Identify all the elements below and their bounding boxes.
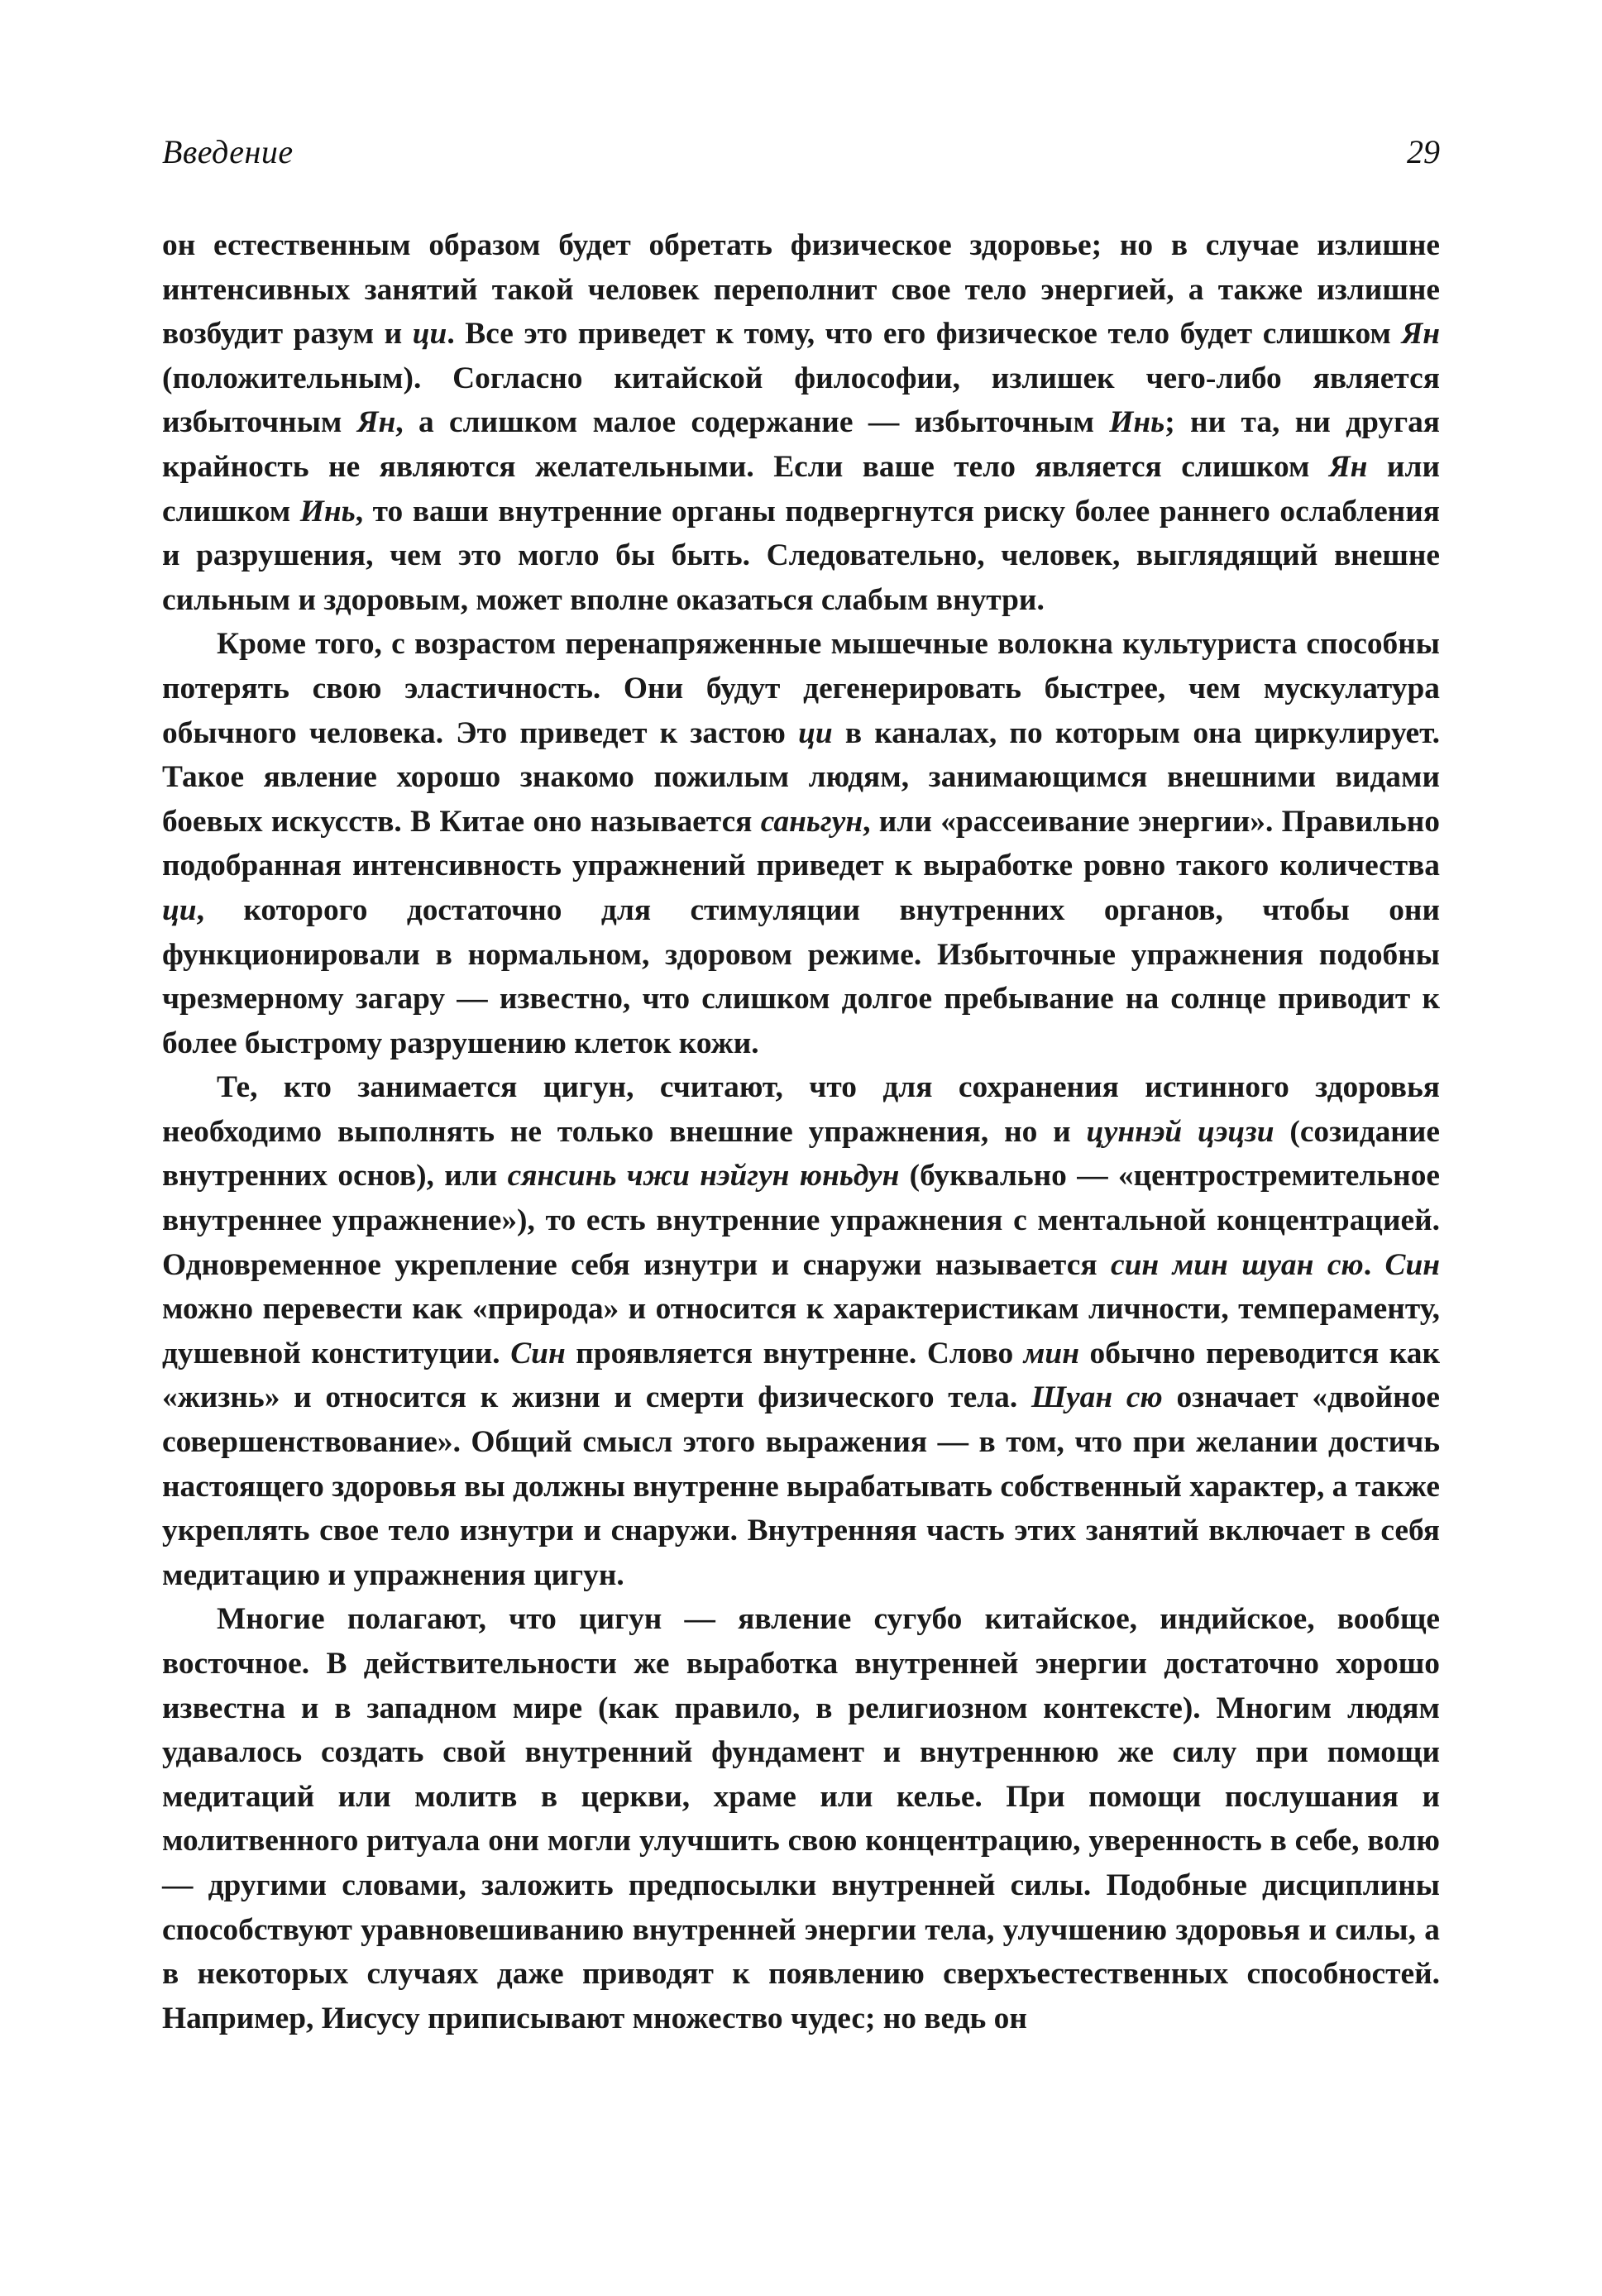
italic-term: ци	[798, 715, 833, 750]
italic-term: саньгун	[760, 804, 863, 839]
paragraph-1	[162, 223, 1440, 622]
text-run: , то ваши внутренние органы подвергнутся риску более раннего ослабления и разрушения, чем это могло бы быть. Следовательно, человек, выглядящий внешне сильным и здоровым, может вполне оказаться слабым внутри.	[162, 494, 1440, 617]
text-run: , а слишком малое содержание — избыточным	[395, 405, 1110, 440]
italic-term: мин	[1023, 1336, 1079, 1370]
text-run: или слишком	[162, 449, 1440, 529]
text-run: (буквально — «центростремительное внутреннее упражнение»), то есть внутренние упражнения с ментальной концентрацией. Одновременное укрепление себя изнутри и снаружи называется	[162, 1159, 1440, 1282]
page-number: 29	[1407, 133, 1440, 170]
text-run: Те, кто занимается цигун, считают, что для сохранения истинного здоровья необходимо выполнять не только внешние упражнения, но и	[162, 1070, 1440, 1149]
paragraph-3	[162, 1065, 1440, 1597]
italic-term: Ян	[1328, 449, 1368, 484]
italic-term: син мин шуан сю	[1111, 1247, 1364, 1282]
italic-term: ци	[162, 892, 197, 927]
italic-term: цуннэй цэцзи	[1086, 1114, 1274, 1149]
text-run: (созидание внутренних основ), или	[162, 1114, 1440, 1193]
italic-term: Син	[510, 1336, 566, 1370]
italic-term: Син	[1384, 1247, 1440, 1282]
italic-term: Ян	[1401, 317, 1440, 352]
text-run: .	[1363, 1247, 1385, 1282]
body-text	[162, 223, 1440, 2040]
running-head	[162, 132, 1440, 182]
section-title: Введение	[162, 133, 294, 170]
text-run: . Все это приведет к тому, что его физическое тело будет слишком	[447, 317, 1402, 352]
italic-term: ци	[412, 317, 447, 352]
text-run: он естественным образом будет обретать физическое здоровье; но в случае излишне интенсивных занятий такой человек переполнит свое тело энергией, а также излишне возбудит разум и	[162, 228, 1440, 352]
text-run: обычно переводится как «жизнь» и относится к жизни и смерти физического тела.	[162, 1336, 1440, 1415]
text-run: Кроме того, с возрастом перенапряженные мышечные волокна культуриста способны потерять свою эластичность. Они будут дегенерировать быстрее, чем мускулатура обычного человека. Это приведет к застою	[162, 627, 1440, 750]
italic-term: Ян	[356, 405, 396, 440]
text-run: Многие полагают, что цигун — явление сугубо китайское, индийское, вообще восточное. В действительности же выработка внутренней энергии достаточно хорошо известна и в западном мире (как правило, в религиозном контексте). Многим людям удавалось создать свой внутренний фундамент и внутреннюю же силу при помощи медитаций или молитв в церкви, храме или келье. При помощи послушания и молитвенного ритуала они могли улучшить свою концентрацию, уверенность в себе, волю — другими словами, заложить предпосылки внутренней силы. Подобные дисциплины способствуют уравновешиванию внутренней энергии тела, улучшению здоровья и силы, а в некоторых случаях даже приводят к появлению сверхъестественных способностей. Например, Иисусу приписывают множество чудес; но ведь он	[162, 1602, 1440, 2035]
text-run: , или «рассеивание энергии». Правильно подобранная интенсивность упражнений приведет к выработке ровно такого количества	[162, 804, 1440, 883]
text-run: ; ни та, ни другая крайность не являются желательными. Если ваше тело является слишком	[162, 405, 1440, 484]
paragraph-4	[162, 1597, 1440, 2040]
text-run: , которого достаточно для стимуляции внутренних органов, чтобы они функционировали в нормальном, здоровом режиме. Избыточные упражнения подобны чрезмерному загару — известно, что слишком долгое пребывание на солнце приводит к более быстрому разрушению клеток кожи.	[162, 892, 1440, 1060]
italic-term: Инь	[299, 494, 356, 529]
text-run: в каналах, по которым она циркулирует. Такое явление хорошо знакомо пожилым людям, занимающимся внешними видами боевых искусств. В Китае оно называется	[162, 715, 1440, 839]
text-run: (положительным). Согласно китайской философии, излишек чего-либо является избыточным	[162, 361, 1440, 440]
paragraph-2	[162, 622, 1440, 1065]
text-run: можно перевести как «природа» и относится к характеристикам личности, темпераменту, душевной конституции.	[162, 1292, 1440, 1370]
text-run: означает «двойное совершенствование». Общий смысл этого выражения — в том, что при желании достичь настоящего здоровья вы должны внутренне вырабатывать собственный характер, а также укреплять свое тело изнутри и снаружи. Внутренняя часть этих занятий включает в себя медитацию и упражнения цигун.	[162, 1380, 1440, 1592]
text-run: проявляется внутренне. Слово	[565, 1336, 1024, 1370]
italic-term: сянсинь чжи нэйгун юньдун	[507, 1159, 900, 1193]
italic-term: Инь	[1109, 405, 1165, 440]
italic-term: Шуан сю	[1031, 1380, 1163, 1415]
